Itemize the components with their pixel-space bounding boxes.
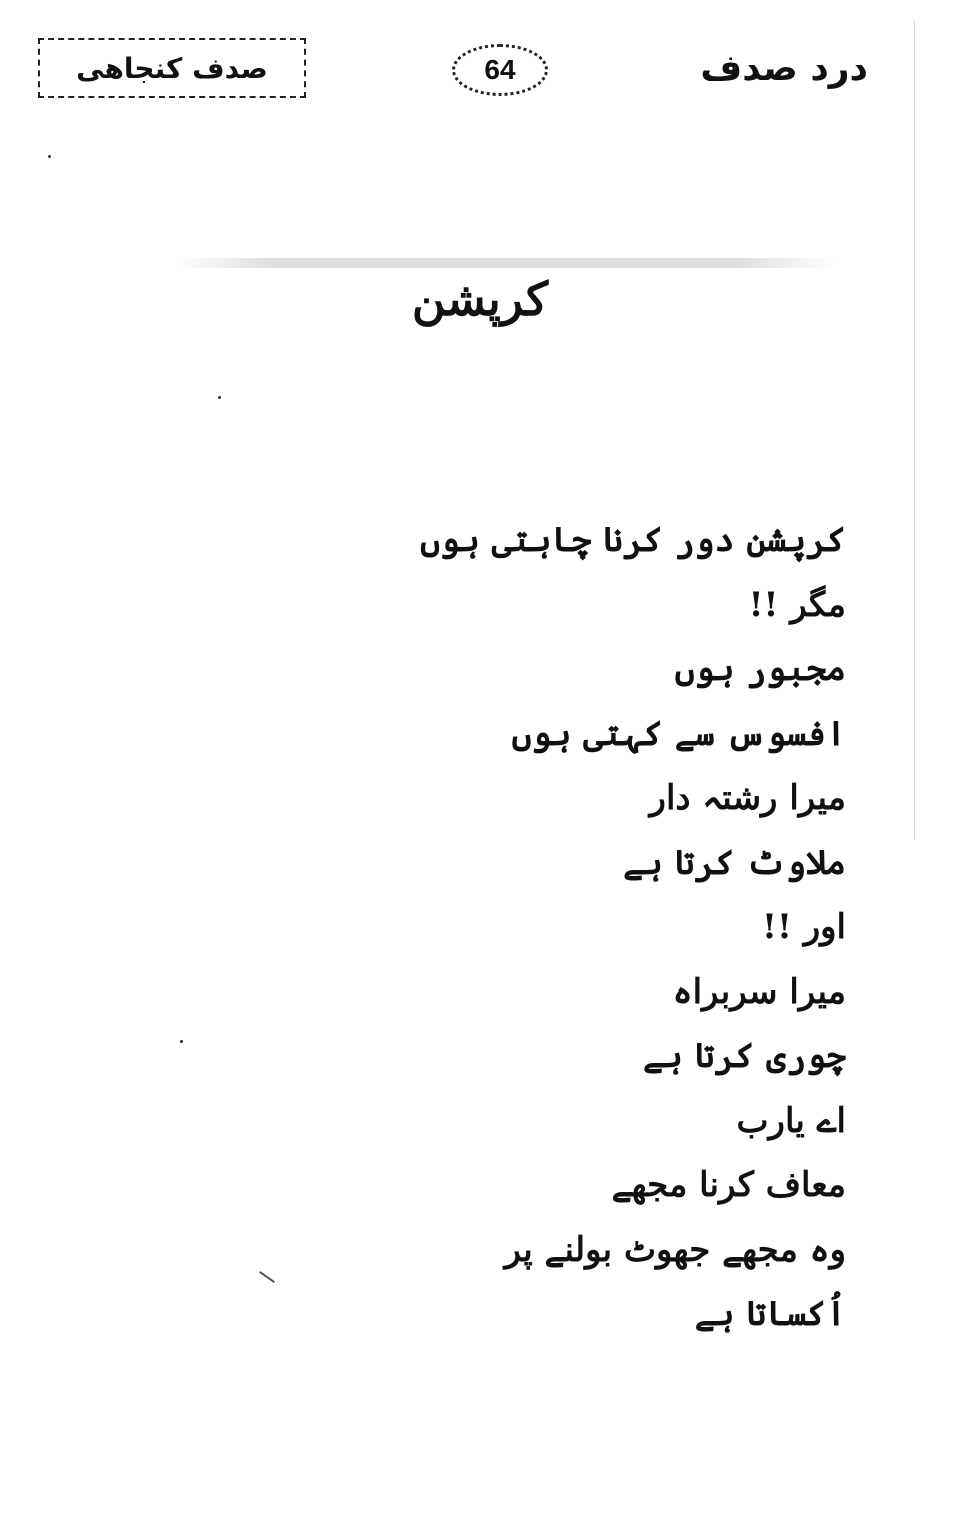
poem-line: میرا رشتہ دار — [649, 778, 846, 818]
poem-body — [420, 508, 846, 1347]
poem-line: اور !! — [762, 907, 846, 947]
poem-line: مگر !! — [748, 584, 846, 625]
poem-line: چوری کرتا ہے — [643, 1036, 846, 1076]
bleed-through-shadow — [175, 258, 835, 268]
page-number: 64 — [452, 44, 548, 96]
page-header — [0, 0, 968, 120]
author-name: صدف کنجاھی — [76, 51, 268, 85]
page-edge-rule — [914, 20, 915, 840]
poem-line: مجبور ہوں — [674, 649, 846, 689]
author-name-box — [38, 38, 306, 98]
scan-speck — [48, 155, 51, 158]
poem-line: اُکساتا ہے — [694, 1294, 846, 1334]
poem-line: کرپشن دور کرنا چاہتی ہوں — [420, 520, 846, 560]
poem-title: کرپشن — [411, 272, 549, 326]
scan-mark — [259, 1271, 275, 1283]
poem-line: افسوس سے کہتی ہوں — [511, 713, 846, 754]
poem-line: میرا سربراہ — [672, 971, 846, 1012]
scan-speck — [180, 1040, 183, 1043]
poem-line: وہ مجھے جھوٹ بولنے پر — [504, 1229, 846, 1270]
poem-line: اے یارب — [736, 1100, 846, 1141]
book-title: درد صدف — [700, 48, 868, 89]
poem-line: ملاوٹ کرتا ہے — [623, 842, 846, 883]
scan-speck — [218, 396, 221, 399]
poem-line: معاف کرنا مجھے — [611, 1165, 846, 1205]
